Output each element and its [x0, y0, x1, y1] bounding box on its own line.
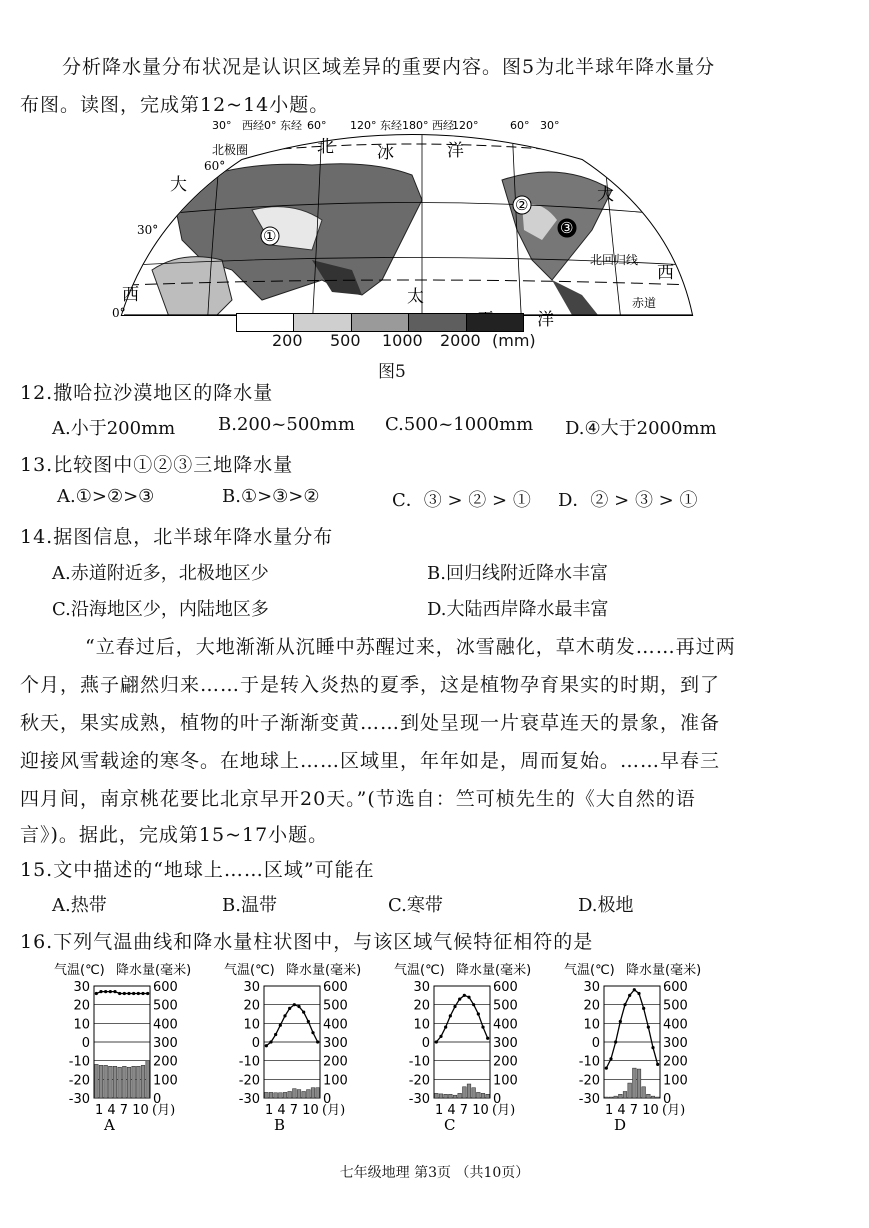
temp-point — [265, 1044, 268, 1047]
precip-bar — [628, 1083, 632, 1098]
q12-option-d[interactable]: D.④大于2000mm — [565, 418, 717, 439]
temp-tick: -20 — [578, 1073, 600, 1089]
temp-tick: 0 — [421, 1036, 430, 1051]
temp-tick: -30 — [238, 1092, 260, 1107]
temp-point — [137, 992, 140, 995]
precip-bar — [132, 1066, 136, 1098]
temp-tick: 30 — [243, 980, 260, 995]
precip-bar — [623, 1091, 627, 1098]
temp-point — [481, 1025, 484, 1028]
precip-bar — [146, 1061, 150, 1098]
month-unit: (月) — [492, 1103, 516, 1118]
precip-tick: 400 — [153, 1017, 178, 1033]
temp-point — [467, 996, 470, 999]
q13-option-c[interactable]: C．③ > ② > ① — [392, 490, 531, 511]
precip-bar — [439, 1094, 443, 1098]
temp-point — [477, 1012, 480, 1015]
q15-option-b[interactable]: B.温带 — [222, 895, 277, 916]
temp-point — [132, 992, 135, 995]
temp-point — [449, 1014, 452, 1017]
map-legend — [236, 313, 524, 332]
precip-bar — [637, 1069, 641, 1098]
precip-tick: 300 — [153, 1036, 178, 1051]
lat-label: 30° — [137, 223, 159, 237]
precip-bar — [435, 1093, 439, 1098]
precip-axis-title: 降水量(毫米) — [116, 963, 192, 978]
precip-bar — [274, 1093, 278, 1098]
temp-curve — [266, 1005, 317, 1046]
temp-point — [609, 1057, 612, 1060]
temp-point — [463, 994, 466, 997]
q14-option-a[interactable]: A.赤道附近多，北极地区少 — [52, 563, 269, 584]
temp-axis-title: 气温(℃) — [224, 963, 275, 978]
temp-point — [453, 1005, 456, 1008]
temp-point — [444, 1025, 447, 1028]
precip-bar — [633, 1068, 637, 1098]
month-unit: (月) — [152, 1103, 176, 1118]
precip-bar — [269, 1092, 273, 1098]
precip-tick: 400 — [663, 1017, 688, 1033]
lon-label: 60° — [510, 120, 530, 132]
chart-label: D — [614, 1116, 627, 1130]
precip-tick: 500 — [663, 998, 688, 1014]
precip-tick: 600 — [323, 980, 348, 995]
chart-label: B — [274, 1116, 286, 1130]
precip-tick: 0 — [493, 1092, 502, 1107]
month-ticks: 1 4 7 10 — [435, 1103, 489, 1118]
precip-bar — [141, 1065, 145, 1098]
temp-tick: -30 — [408, 1092, 430, 1107]
precip-bar — [614, 1096, 618, 1098]
temp-point — [623, 1003, 626, 1006]
precip-bar — [458, 1093, 462, 1098]
lon-label: 60° — [307, 120, 327, 132]
q15-stem: 15.文中描述的“地球上……区域”可能在 — [20, 859, 375, 881]
temp-point — [118, 992, 121, 995]
precip-tick: 500 — [153, 998, 178, 1014]
q14-option-b[interactable]: B.回归线附近降水丰富 — [427, 563, 608, 584]
temp-tick: -10 — [68, 1054, 90, 1070]
q13-stem: 13.比较图中①②③三地降水量 — [20, 454, 294, 476]
temp-tick: 0 — [251, 1036, 260, 1051]
precip-bar — [307, 1090, 311, 1098]
precip-axis-title: 降水量(毫米) — [286, 963, 362, 978]
temp-tick: -10 — [408, 1054, 430, 1070]
temp-point — [274, 1033, 277, 1036]
marker-3: ③ — [560, 219, 574, 237]
temp-point — [269, 1040, 272, 1043]
precip-bar — [288, 1091, 292, 1098]
temp-point — [486, 1037, 489, 1040]
precip-bar — [449, 1094, 453, 1098]
q14-option-c[interactable]: C.沿海地区少，内陆地区多 — [52, 599, 269, 620]
precip-tick: 600 — [663, 980, 688, 995]
ocean-label: 北 — [317, 137, 334, 157]
temp-curve — [606, 990, 657, 1068]
temp-point — [647, 1025, 650, 1028]
precip-bar — [605, 1097, 609, 1098]
precip-tick: 200 — [663, 1054, 688, 1070]
month-ticks: 1 4 7 10 — [265, 1103, 319, 1118]
temp-point — [283, 1014, 286, 1017]
precip-bar — [642, 1087, 646, 1098]
q12-option-a[interactable]: A.小于200mm — [52, 418, 176, 439]
month-ticks: 1 4 7 10 — [95, 1103, 149, 1118]
ocean-label: 大 — [170, 175, 187, 195]
temp-point — [99, 990, 102, 993]
q15-option-c[interactable]: C.寒带 — [388, 895, 443, 916]
precip-tick: 100 — [493, 1073, 518, 1089]
temp-tick: 20 — [73, 998, 90, 1014]
temp-point — [104, 990, 107, 993]
temp-tick: -20 — [238, 1073, 260, 1089]
temp-axis-title: 气温(℃) — [54, 963, 105, 978]
temp-tick: 30 — [583, 980, 600, 995]
chart-label: C — [444, 1116, 456, 1130]
temp-point — [614, 1040, 617, 1043]
temp-point — [95, 992, 98, 995]
lon-label: 30° — [212, 120, 232, 132]
precip-tick: 100 — [153, 1073, 178, 1089]
passage-line-6: 言》)。据此，完成第15~17小题。 — [20, 824, 329, 846]
precip-tick: 200 — [493, 1054, 518, 1070]
passage-line-1: “立春过后，大地渐渐从沉睡中苏醒过来，冰雪融化，草木萌发……再过两 — [85, 636, 736, 658]
temp-tick: -20 — [408, 1073, 430, 1089]
temp-tick: -20 — [68, 1073, 90, 1089]
precip-tick: 600 — [153, 980, 178, 995]
temp-tick: 0 — [591, 1036, 600, 1051]
ocean-label: 太 — [407, 287, 424, 307]
legend-label: 200 — [272, 331, 303, 350]
legend-label: 1000 — [382, 331, 423, 350]
q14-stem: 14.据图信息，北半球年降水量分布 — [20, 526, 334, 548]
precip-bar — [463, 1087, 467, 1098]
temp-tick: -10 — [578, 1054, 600, 1070]
precip-tick: 100 — [323, 1073, 348, 1089]
precip-bar — [453, 1095, 457, 1098]
precip-bar — [472, 1088, 476, 1098]
precip-tick: 200 — [153, 1054, 178, 1070]
temp-tick: 20 — [413, 998, 430, 1014]
precip-tick: 400 — [493, 1017, 518, 1033]
temp-point — [113, 990, 116, 993]
temp-point — [316, 1040, 319, 1043]
temp-point — [127, 992, 130, 995]
arctic-circle-label: 北极圈 — [212, 143, 249, 157]
q15-option-a[interactable]: A.热带 — [52, 895, 107, 916]
precip-bar — [619, 1094, 623, 1098]
q12-option-b[interactable]: B.200~500mm — [218, 414, 355, 435]
q12-stem: 12.撒哈拉沙漠地区的降水量 — [20, 382, 274, 404]
precip-bar — [444, 1094, 448, 1098]
temp-tick: 30 — [413, 980, 430, 995]
precip-bar — [302, 1091, 306, 1098]
temp-point — [642, 1007, 645, 1010]
ocean-label: 大 — [597, 185, 614, 205]
lon-label: 30° — [540, 120, 560, 132]
temp-point — [439, 1035, 442, 1038]
temp-point — [311, 1031, 314, 1034]
temp-tick: 10 — [73, 1017, 90, 1033]
marker-2: ② — [515, 196, 529, 214]
precip-bar — [127, 1067, 131, 1098]
temp-tick: -10 — [238, 1054, 260, 1070]
temp-point — [109, 990, 112, 993]
temp-point — [279, 1024, 282, 1027]
ocean-label: 冰 — [377, 143, 394, 163]
climate-chart-d[interactable] — [562, 960, 737, 1130]
precip-tick: 200 — [323, 1054, 348, 1070]
precip-bar — [297, 1090, 301, 1098]
ocean-label: 西 — [122, 285, 139, 305]
passage-line-3: 秋天，果实成熟，植物的叶子渐渐变黄……到处呈现一片衰草连天的景象，准备 — [20, 712, 721, 734]
precip-bar — [265, 1092, 269, 1098]
precip-bar — [656, 1097, 660, 1098]
climate-chart-c[interactable] — [392, 960, 567, 1130]
precip-bar — [311, 1088, 315, 1098]
passage-line-5: 四月间，南京桃花要比北京早开20天。”(节选自：竺可桢先生的《大自然的语 — [20, 788, 696, 810]
tropic-label: 北回归线 — [590, 253, 639, 267]
temp-point — [146, 992, 149, 995]
q13-option-b[interactable]: B.①>③>② — [222, 486, 320, 507]
equator-label: 赤道 — [632, 296, 657, 310]
precip-bar — [293, 1089, 297, 1098]
temp-tick: -30 — [578, 1092, 600, 1107]
precip-bar — [651, 1096, 655, 1098]
legend-label: 500 — [330, 331, 361, 350]
passage-line-2: 个月，燕子翩然归来……于是转入炎热的夏季，这是植物孕育果实的时期，到了 — [20, 674, 721, 696]
precip-tick: 500 — [493, 998, 518, 1014]
temp-point — [297, 1005, 300, 1008]
precip-bar — [316, 1088, 320, 1098]
q14-option-d[interactable]: D.大陆西岸降水最丰富 — [427, 599, 609, 620]
precip-tick: 0 — [323, 1092, 332, 1107]
temp-point — [435, 1040, 438, 1043]
temp-point — [293, 1003, 296, 1006]
precip-bar — [477, 1092, 481, 1098]
passage-line-4: 迎接风雪载途的寒冬。在地球上……区域里，年年如是，周而复始。……早春三 — [20, 750, 721, 772]
ocean-label: 洋 — [537, 310, 554, 330]
temp-point — [288, 1007, 291, 1010]
precip-tick: 0 — [663, 1092, 672, 1107]
climate-chart-b[interactable] — [222, 960, 397, 1130]
temp-tick: 0 — [81, 1036, 90, 1051]
legend-label: (mm) — [492, 331, 536, 350]
precip-bar — [467, 1084, 471, 1098]
precip-tick: 0 — [153, 1092, 162, 1107]
precip-tick: 100 — [663, 1073, 688, 1089]
month-unit: (月) — [662, 1103, 686, 1118]
legend-label: 2000 — [440, 331, 481, 350]
temp-point — [637, 992, 640, 995]
precip-axis-title: 降水量(毫米) — [456, 963, 532, 978]
figure-caption: 图5 — [378, 362, 406, 382]
q15-option-d[interactable]: D.极地 — [578, 895, 634, 916]
temp-tick: 10 — [413, 1017, 430, 1033]
temp-tick: 20 — [243, 998, 260, 1014]
temp-point — [633, 988, 636, 991]
intro-line-2: 布图。读图，完成第12~14小题。 — [20, 94, 330, 116]
temp-point — [605, 1067, 608, 1070]
precip-bar — [113, 1066, 117, 1098]
temp-point — [472, 1003, 475, 1006]
temp-tick: 30 — [73, 980, 90, 995]
precip-bar — [118, 1067, 122, 1098]
marker-1: ① — [263, 227, 277, 245]
precip-bar — [95, 1064, 99, 1098]
temp-point — [619, 1020, 622, 1023]
lon-label: 东经180° 西经 — [380, 120, 454, 132]
precip-axis-title: 降水量(毫米) — [626, 963, 702, 978]
climate-chart-a[interactable] — [52, 960, 227, 1130]
temp-point — [302, 1011, 305, 1014]
temp-tick: 10 — [583, 1017, 600, 1033]
precip-bar — [137, 1066, 141, 1098]
precip-bar — [486, 1094, 490, 1098]
temp-point — [656, 1063, 659, 1066]
temp-tick: 20 — [583, 998, 600, 1014]
temp-axis-title: 气温(℃) — [394, 963, 445, 978]
temp-point — [123, 992, 126, 995]
lat-label: 0° — [112, 306, 126, 320]
precip-tick: 600 — [493, 980, 518, 995]
temp-tick: -30 — [68, 1092, 90, 1107]
chart-label: A — [104, 1116, 115, 1130]
temp-point — [628, 994, 631, 997]
lon-label: 120° — [350, 120, 377, 132]
precip-bar — [481, 1093, 485, 1098]
q16-stem: 16.下列气温曲线和降水量柱状图中，与该区域气候特征相符的是 — [20, 931, 594, 953]
lat-label: 60° — [204, 159, 226, 173]
precip-tick: 500 — [323, 998, 348, 1014]
temp-curve — [96, 992, 147, 994]
temp-point — [307, 1020, 310, 1023]
temp-point — [141, 992, 144, 995]
temp-curve — [436, 995, 487, 1042]
ocean-label: 洋 — [447, 141, 464, 161]
precip-bar — [279, 1093, 283, 1098]
ocean-label: 西 — [657, 263, 674, 283]
precip-bar — [283, 1092, 287, 1098]
precip-bar — [123, 1066, 127, 1098]
q13-option-a[interactable]: A.①>②>③ — [57, 486, 155, 507]
precip-tick: 300 — [663, 1036, 688, 1051]
page-footer: 七年级地理 第3页 （共10页） — [339, 1165, 530, 1181]
precip-bar — [99, 1065, 103, 1098]
temp-tick: 10 — [243, 1017, 260, 1033]
month-ticks: 1 4 7 10 — [605, 1103, 659, 1118]
precip-tick: 300 — [493, 1036, 518, 1051]
q12-option-c[interactable]: C.500~1000mm — [385, 414, 534, 435]
temp-point — [651, 1046, 654, 1049]
temp-point — [458, 997, 461, 1000]
intro-line-1: 分析降水量分布状况是认识区域差异的重要内容。图5为北半球年降水量分 — [62, 56, 716, 78]
precip-bar — [109, 1066, 113, 1098]
lon-label: 120° — [452, 120, 479, 132]
precip-bar — [647, 1094, 651, 1098]
month-unit: (月) — [322, 1103, 346, 1118]
precip-tick: 300 — [323, 1036, 348, 1051]
q13-option-d[interactable]: D．② > ③ > ① — [558, 490, 698, 511]
precip-bar — [104, 1065, 108, 1098]
precip-bar — [609, 1097, 613, 1098]
lon-label: 西经0° 东经 — [242, 120, 302, 132]
precip-tick: 400 — [323, 1017, 348, 1033]
temp-axis-title: 气温(℃) — [564, 963, 615, 978]
